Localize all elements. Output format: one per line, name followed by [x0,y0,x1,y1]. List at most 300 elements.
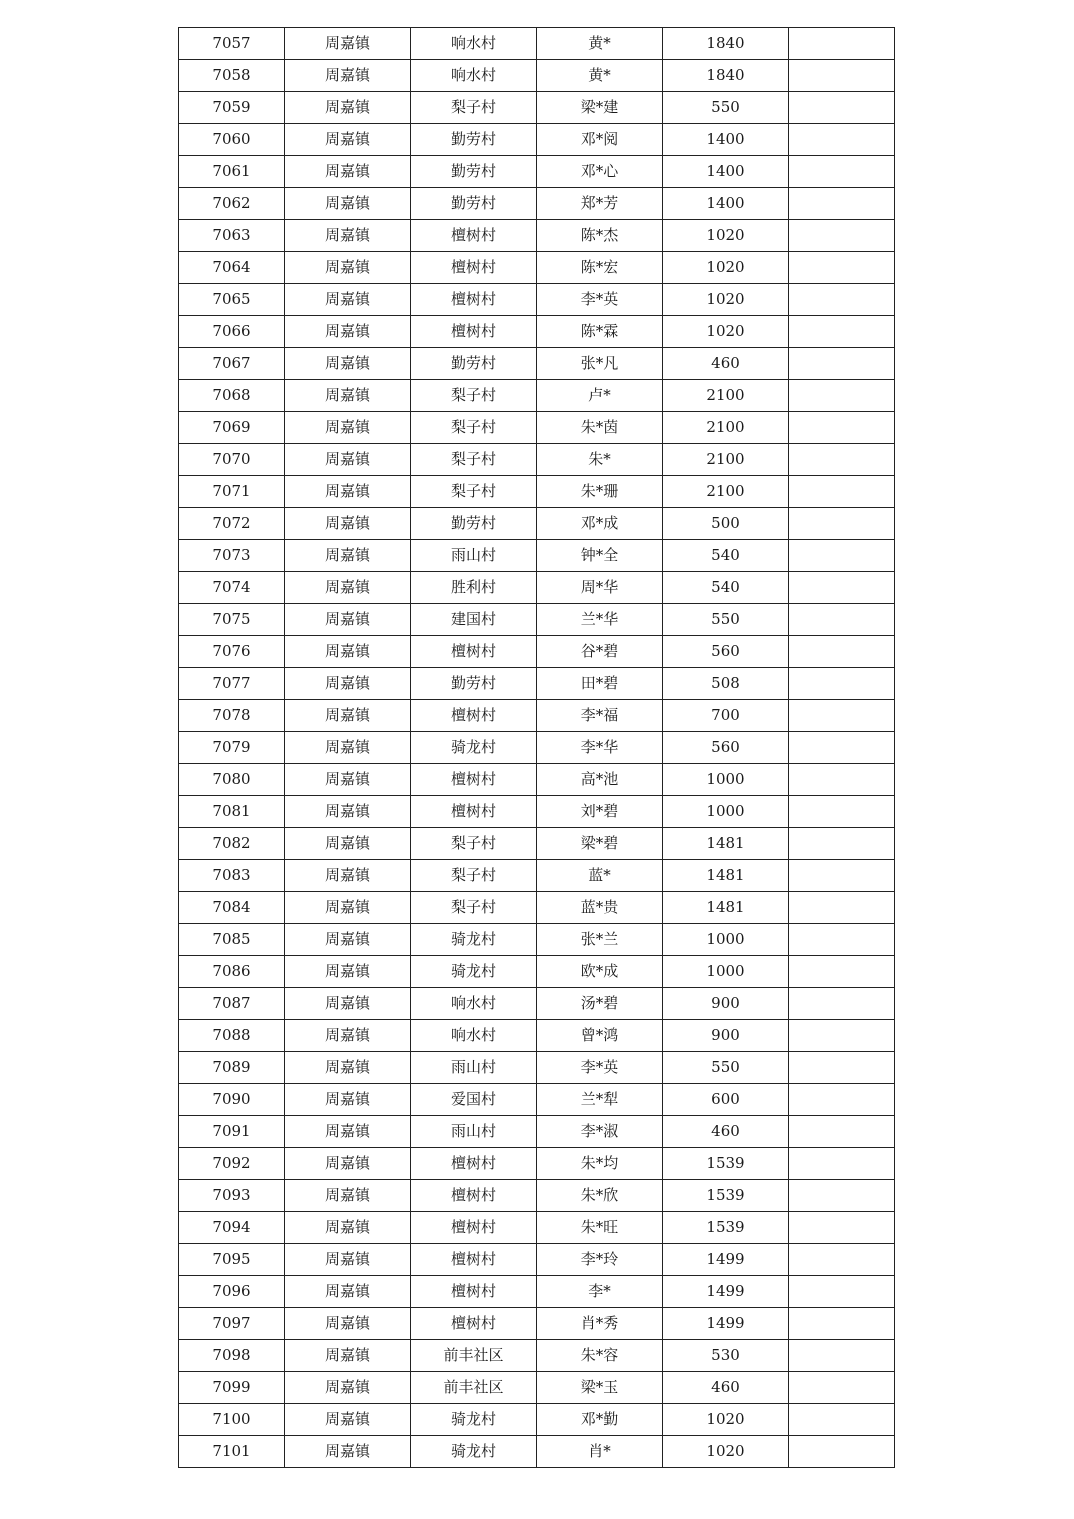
name-cell: 李*英 [537,284,663,316]
name-cell: 朱*茵 [537,412,663,444]
table-row [179,892,895,924]
row-number-cell: 7060 [179,124,285,156]
name-cell: 黄* [537,28,663,60]
name-cell: 陈*杰 [537,220,663,252]
table-row [179,476,895,508]
amount-cell: 500 [663,508,789,540]
row-number-cell: 7092 [179,1148,285,1180]
row-number-cell: 7063 [179,220,285,252]
village-cell: 骑龙村 [411,732,537,764]
row-number-cell: 7088 [179,1020,285,1052]
name-cell: 曾*鸿 [537,1020,663,1052]
village-cell: 檀树村 [411,764,537,796]
amount-cell: 530 [663,1340,789,1372]
name-cell: 谷*碧 [537,636,663,668]
table-row [179,1148,895,1180]
town-cell: 周嘉镇 [285,1084,411,1116]
table-row [179,188,895,220]
town-cell: 周嘉镇 [285,124,411,156]
village-cell: 檀树村 [411,316,537,348]
table-row [179,860,895,892]
table-row [179,252,895,284]
row-number-cell: 7073 [179,540,285,572]
town-cell: 周嘉镇 [285,316,411,348]
roster-table [178,27,895,1468]
amount-cell: 1481 [663,892,789,924]
row-number-cell: 7091 [179,1116,285,1148]
name-cell: 朱* [537,444,663,476]
name-cell: 朱*旺 [537,1212,663,1244]
village-cell: 前丰社区 [411,1340,537,1372]
row-number-cell: 7099 [179,1372,285,1404]
table-row [179,924,895,956]
name-cell: 刘*碧 [537,796,663,828]
row-number-cell: 7086 [179,956,285,988]
name-cell: 田*碧 [537,668,663,700]
table-row [179,1084,895,1116]
village-cell: 梨子村 [411,860,537,892]
note-cell [789,124,895,156]
amount-cell: 1499 [663,1276,789,1308]
row-number-cell: 7083 [179,860,285,892]
note-cell [789,924,895,956]
amount-cell: 1020 [663,252,789,284]
village-cell: 骑龙村 [411,924,537,956]
row-number-cell: 7085 [179,924,285,956]
name-cell: 邓*阅 [537,124,663,156]
name-cell: 邓*心 [537,156,663,188]
note-cell [789,476,895,508]
village-cell: 梨子村 [411,476,537,508]
amount-cell: 900 [663,1020,789,1052]
town-cell: 周嘉镇 [285,444,411,476]
village-cell: 檀树村 [411,796,537,828]
village-cell: 响水村 [411,1020,537,1052]
town-cell: 周嘉镇 [285,764,411,796]
roster-table-body [179,28,895,1468]
town-cell: 周嘉镇 [285,1404,411,1436]
note-cell [789,604,895,636]
table-row [179,1404,895,1436]
table-row [179,700,895,732]
town-cell: 周嘉镇 [285,1052,411,1084]
amount-cell: 550 [663,604,789,636]
table-row [179,668,895,700]
name-cell: 李*英 [537,1052,663,1084]
row-number-cell: 7059 [179,92,285,124]
name-cell: 邓*勤 [537,1404,663,1436]
amount-cell: 1400 [663,188,789,220]
name-cell: 兰*犁 [537,1084,663,1116]
row-number-cell: 7076 [179,636,285,668]
amount-cell: 1000 [663,796,789,828]
note-cell [789,572,895,604]
town-cell: 周嘉镇 [285,220,411,252]
row-number-cell: 7100 [179,1404,285,1436]
village-cell: 檀树村 [411,1276,537,1308]
name-cell: 钟*全 [537,540,663,572]
row-number-cell: 7075 [179,604,285,636]
village-cell: 檀树村 [411,636,537,668]
amount-cell: 1000 [663,956,789,988]
note-cell [789,156,895,188]
table-row [179,92,895,124]
amount-cell: 1499 [663,1244,789,1276]
amount-cell: 1020 [663,1404,789,1436]
village-cell: 骑龙村 [411,1404,537,1436]
town-cell: 周嘉镇 [285,572,411,604]
amount-cell: 1000 [663,764,789,796]
row-number-cell: 7062 [179,188,285,220]
note-cell [789,1404,895,1436]
row-number-cell: 7080 [179,764,285,796]
row-number-cell: 7095 [179,1244,285,1276]
village-cell: 勤劳村 [411,508,537,540]
village-cell: 檀树村 [411,284,537,316]
town-cell: 周嘉镇 [285,28,411,60]
name-cell: 肖*秀 [537,1308,663,1340]
table-row [179,732,895,764]
name-cell: 梁*建 [537,92,663,124]
note-cell [789,636,895,668]
row-number-cell: 7065 [179,284,285,316]
name-cell: 汤*碧 [537,988,663,1020]
town-cell: 周嘉镇 [285,60,411,92]
village-cell: 建国村 [411,604,537,636]
row-number-cell: 7094 [179,1212,285,1244]
name-cell: 卢* [537,380,663,412]
amount-cell: 550 [663,1052,789,1084]
note-cell [789,892,895,924]
row-number-cell: 7093 [179,1180,285,1212]
name-cell: 梁*碧 [537,828,663,860]
table-row [179,1308,895,1340]
table-row [179,1180,895,1212]
row-number-cell: 7096 [179,1276,285,1308]
note-cell [789,732,895,764]
amount-cell: 1539 [663,1148,789,1180]
village-cell: 檀树村 [411,1308,537,1340]
town-cell: 周嘉镇 [285,892,411,924]
name-cell: 蓝* [537,860,663,892]
table-row [179,28,895,60]
row-number-cell: 7069 [179,412,285,444]
village-cell: 檀树村 [411,252,537,284]
village-cell: 梨子村 [411,92,537,124]
village-cell: 爱国村 [411,1084,537,1116]
row-number-cell: 7089 [179,1052,285,1084]
town-cell: 周嘉镇 [285,252,411,284]
table-row [179,508,895,540]
town-cell: 周嘉镇 [285,92,411,124]
row-number-cell: 7061 [179,156,285,188]
table-row [179,156,895,188]
note-cell [789,1212,895,1244]
town-cell: 周嘉镇 [285,284,411,316]
name-cell: 朱*均 [537,1148,663,1180]
row-number-cell: 7068 [179,380,285,412]
name-cell: 张*凡 [537,348,663,380]
name-cell: 李*淑 [537,1116,663,1148]
amount-cell: 560 [663,732,789,764]
town-cell: 周嘉镇 [285,348,411,380]
table-row [179,1116,895,1148]
amount-cell: 1020 [663,284,789,316]
note-cell [789,1340,895,1372]
name-cell: 高*池 [537,764,663,796]
village-cell: 响水村 [411,988,537,1020]
town-cell: 周嘉镇 [285,540,411,572]
table-row [179,124,895,156]
note-cell [789,700,895,732]
town-cell: 周嘉镇 [285,828,411,860]
town-cell: 周嘉镇 [285,1308,411,1340]
village-cell: 梨子村 [411,892,537,924]
village-cell: 胜利村 [411,572,537,604]
town-cell: 周嘉镇 [285,668,411,700]
village-cell: 勤劳村 [411,124,537,156]
town-cell: 周嘉镇 [285,1180,411,1212]
name-cell: 欧*成 [537,956,663,988]
note-cell [789,1116,895,1148]
note-cell [789,540,895,572]
town-cell: 周嘉镇 [285,188,411,220]
note-cell [789,796,895,828]
note-cell [789,220,895,252]
table-row [179,1372,895,1404]
row-number-cell: 7066 [179,316,285,348]
table-row [179,540,895,572]
note-cell [789,380,895,412]
amount-cell: 550 [663,92,789,124]
village-cell: 梨子村 [411,412,537,444]
town-cell: 周嘉镇 [285,732,411,764]
note-cell [789,1020,895,1052]
row-number-cell: 7081 [179,796,285,828]
name-cell: 陈*宏 [537,252,663,284]
town-cell: 周嘉镇 [285,380,411,412]
amount-cell: 1020 [663,1436,789,1468]
note-cell [789,444,895,476]
name-cell: 张*兰 [537,924,663,956]
row-number-cell: 7074 [179,572,285,604]
name-cell: 朱*珊 [537,476,663,508]
amount-cell: 540 [663,572,789,604]
amount-cell: 1481 [663,860,789,892]
village-cell: 檀树村 [411,1244,537,1276]
amount-cell: 1539 [663,1212,789,1244]
village-cell: 勤劳村 [411,156,537,188]
note-cell [789,1180,895,1212]
row-number-cell: 7067 [179,348,285,380]
row-number-cell: 7077 [179,668,285,700]
note-cell [789,1308,895,1340]
name-cell: 李*玲 [537,1244,663,1276]
row-number-cell: 7101 [179,1436,285,1468]
town-cell: 周嘉镇 [285,1276,411,1308]
amount-cell: 460 [663,348,789,380]
name-cell: 兰*华 [537,604,663,636]
table-row [179,348,895,380]
name-cell: 邓*成 [537,508,663,540]
village-cell: 勤劳村 [411,348,537,380]
name-cell: 黄* [537,60,663,92]
table-row [179,1340,895,1372]
amount-cell: 460 [663,1116,789,1148]
table-row [179,796,895,828]
note-cell [789,1052,895,1084]
row-number-cell: 7084 [179,892,285,924]
row-number-cell: 7097 [179,1308,285,1340]
table-row [179,220,895,252]
table-row [179,604,895,636]
town-cell: 周嘉镇 [285,860,411,892]
note-cell [789,60,895,92]
village-cell: 骑龙村 [411,1436,537,1468]
note-cell [789,1084,895,1116]
note-cell [789,988,895,1020]
name-cell: 朱*容 [537,1340,663,1372]
town-cell: 周嘉镇 [285,1148,411,1180]
amount-cell: 1020 [663,316,789,348]
town-cell: 周嘉镇 [285,1020,411,1052]
table-row [179,412,895,444]
village-cell: 檀树村 [411,700,537,732]
name-cell: 蓝*贵 [537,892,663,924]
note-cell [789,1372,895,1404]
amount-cell: 1400 [663,156,789,188]
village-cell: 勤劳村 [411,668,537,700]
village-cell: 雨山村 [411,1116,537,1148]
table-row [179,444,895,476]
amount-cell: 508 [663,668,789,700]
row-number-cell: 7079 [179,732,285,764]
note-cell [789,28,895,60]
name-cell: 郑*芳 [537,188,663,220]
town-cell: 周嘉镇 [285,412,411,444]
name-cell: 李* [537,1276,663,1308]
note-cell [789,316,895,348]
note-cell [789,188,895,220]
town-cell: 周嘉镇 [285,700,411,732]
village-cell: 梨子村 [411,828,537,860]
table-row [179,380,895,412]
name-cell: 肖* [537,1436,663,1468]
name-cell: 李*华 [537,732,663,764]
town-cell: 周嘉镇 [285,796,411,828]
amount-cell: 1499 [663,1308,789,1340]
village-cell: 雨山村 [411,1052,537,1084]
note-cell [789,1148,895,1180]
village-cell: 响水村 [411,60,537,92]
note-cell [789,828,895,860]
amount-cell: 1840 [663,60,789,92]
amount-cell: 1400 [663,124,789,156]
note-cell [789,92,895,124]
table-row [179,1052,895,1084]
town-cell: 周嘉镇 [285,1340,411,1372]
village-cell: 雨山村 [411,540,537,572]
table-row [179,60,895,92]
note-cell [789,508,895,540]
village-cell: 檀树村 [411,1180,537,1212]
note-cell [789,764,895,796]
amount-cell: 1481 [663,828,789,860]
table-row [179,956,895,988]
table-row [179,1212,895,1244]
town-cell: 周嘉镇 [285,1372,411,1404]
town-cell: 周嘉镇 [285,604,411,636]
amount-cell: 2100 [663,380,789,412]
town-cell: 周嘉镇 [285,1436,411,1468]
note-cell [789,252,895,284]
table-row [179,1020,895,1052]
table-row [179,572,895,604]
town-cell: 周嘉镇 [285,924,411,956]
table-row [179,316,895,348]
amount-cell: 700 [663,700,789,732]
town-cell: 周嘉镇 [285,636,411,668]
row-number-cell: 7078 [179,700,285,732]
town-cell: 周嘉镇 [285,476,411,508]
village-cell: 前丰社区 [411,1372,537,1404]
note-cell [789,668,895,700]
amount-cell: 2100 [663,412,789,444]
amount-cell: 1020 [663,220,789,252]
table-row [179,636,895,668]
note-cell [789,1436,895,1468]
table-row [179,1276,895,1308]
amount-cell: 900 [663,988,789,1020]
row-number-cell: 7057 [179,28,285,60]
town-cell: 周嘉镇 [285,956,411,988]
table-row [179,988,895,1020]
village-cell: 檀树村 [411,220,537,252]
name-cell: 陈*霖 [537,316,663,348]
note-cell [789,1244,895,1276]
row-number-cell: 7070 [179,444,285,476]
town-cell: 周嘉镇 [285,156,411,188]
table-row [179,764,895,796]
note-cell [789,412,895,444]
town-cell: 周嘉镇 [285,508,411,540]
table-row [179,828,895,860]
village-cell: 梨子村 [411,380,537,412]
name-cell: 李*福 [537,700,663,732]
village-cell: 响水村 [411,28,537,60]
note-cell [789,1276,895,1308]
amount-cell: 460 [663,1372,789,1404]
name-cell: 朱*欣 [537,1180,663,1212]
row-number-cell: 7071 [179,476,285,508]
table-row [179,284,895,316]
village-cell: 檀树村 [411,1212,537,1244]
row-number-cell: 7058 [179,60,285,92]
name-cell: 周*华 [537,572,663,604]
village-cell: 骑龙村 [411,956,537,988]
note-cell [789,284,895,316]
row-number-cell: 7090 [179,1084,285,1116]
amount-cell: 1539 [663,1180,789,1212]
note-cell [789,956,895,988]
amount-cell: 1840 [663,28,789,60]
name-cell: 梁*玉 [537,1372,663,1404]
amount-cell: 560 [663,636,789,668]
note-cell [789,860,895,892]
town-cell: 周嘉镇 [285,988,411,1020]
document-page [178,27,894,1468]
table-row [179,1244,895,1276]
